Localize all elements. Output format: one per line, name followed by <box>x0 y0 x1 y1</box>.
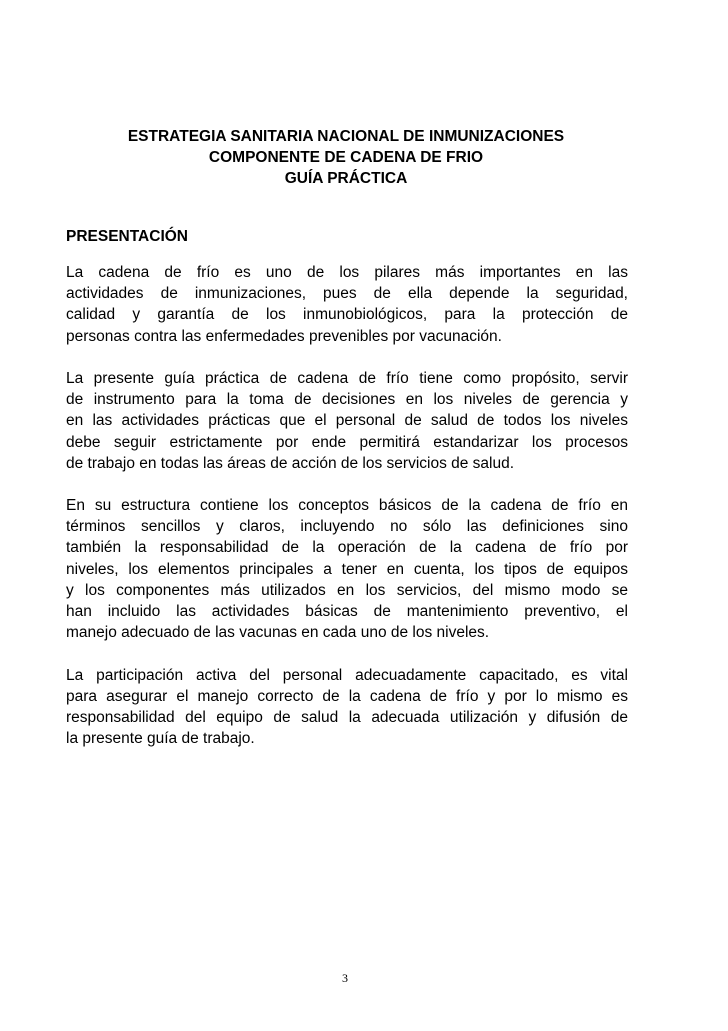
paragraph-line: de instrumento para la toma de decisiones en los niveles de gerencia y <box>66 391 628 409</box>
paragraph-line: La presente guía práctica de cadena de frío tiene como propósito, servir <box>66 369 628 387</box>
paragraph-line: también la responsabilidad de la operación de la cadena de frío por <box>66 539 628 557</box>
paragraph-line: debe seguir estrictamente por ende permitirá estandarizar los procesos <box>66 433 628 451</box>
paragraph-3 <box>66 495 628 643</box>
paragraph-line: responsabilidad del equipo de salud la adecuada utilización y difusión de <box>66 708 628 726</box>
title-line-3: GUÍA PRÁCTICA <box>284 170 408 187</box>
paragraph-4 <box>66 665 628 750</box>
paragraph-line: La cadena de frío es uno de los pilares más importantes en las <box>66 264 628 281</box>
title-line-1: ESTRATEGIA SANITARIA NACIONAL DE INMUNIZACIONES <box>127 128 565 145</box>
title-line-2: COMPONENTE DE CADENA DE FRIO <box>208 149 484 166</box>
paragraph-line: La participación activa del personal adecuadamente capacitado, es vital <box>66 666 628 684</box>
paragraph-line: actividades de inmunizaciones, pues de ella depende la seguridad, <box>66 285 628 303</box>
document-title <box>60 126 632 189</box>
paragraph-line: niveles, los elementos principales a tener en cuenta, los tipos de equipos <box>66 560 628 578</box>
body-text <box>66 262 628 771</box>
paragraph-line: En su estructura contiene los conceptos básicos de la cadena de frío en <box>66 497 628 515</box>
page-number: 3 <box>342 971 348 985</box>
paragraph-line: han incluido las actividades básicas de mantenimiento preventivo, el <box>66 603 628 620</box>
paragraph-line: para asegurar el manejo correcto de la cadena de frío y por lo mismo es <box>66 687 628 705</box>
paragraph-line: manejo adecuado de las vacunas en cada uno de los niveles. <box>66 624 490 642</box>
paragraph-line: la presente guía de trabajo. <box>66 730 255 748</box>
section-heading: PRESENTACIÓN <box>66 228 189 245</box>
paragraph-line: y los componentes más utilizados en los servicios, del mismo modo se <box>66 581 628 599</box>
paragraph-line: de trabajo en todas las áreas de acción de los servicios de salud. <box>66 454 515 472</box>
paragraph-line: en las actividades prácticas que el personal de salud de todos los niveles <box>66 412 628 430</box>
paragraph-line: términos sencillos y claros, incluyendo no sólo las definiciones sino <box>66 518 628 536</box>
paragraph-1 <box>66 262 628 347</box>
paragraph-line: personas contra las enfermedades prevenibles por vacunación. <box>66 327 502 345</box>
paragraph-2 <box>66 368 628 474</box>
paragraph-line: calidad y garantía de los inmunobiológicos, para la protección de <box>66 306 628 324</box>
